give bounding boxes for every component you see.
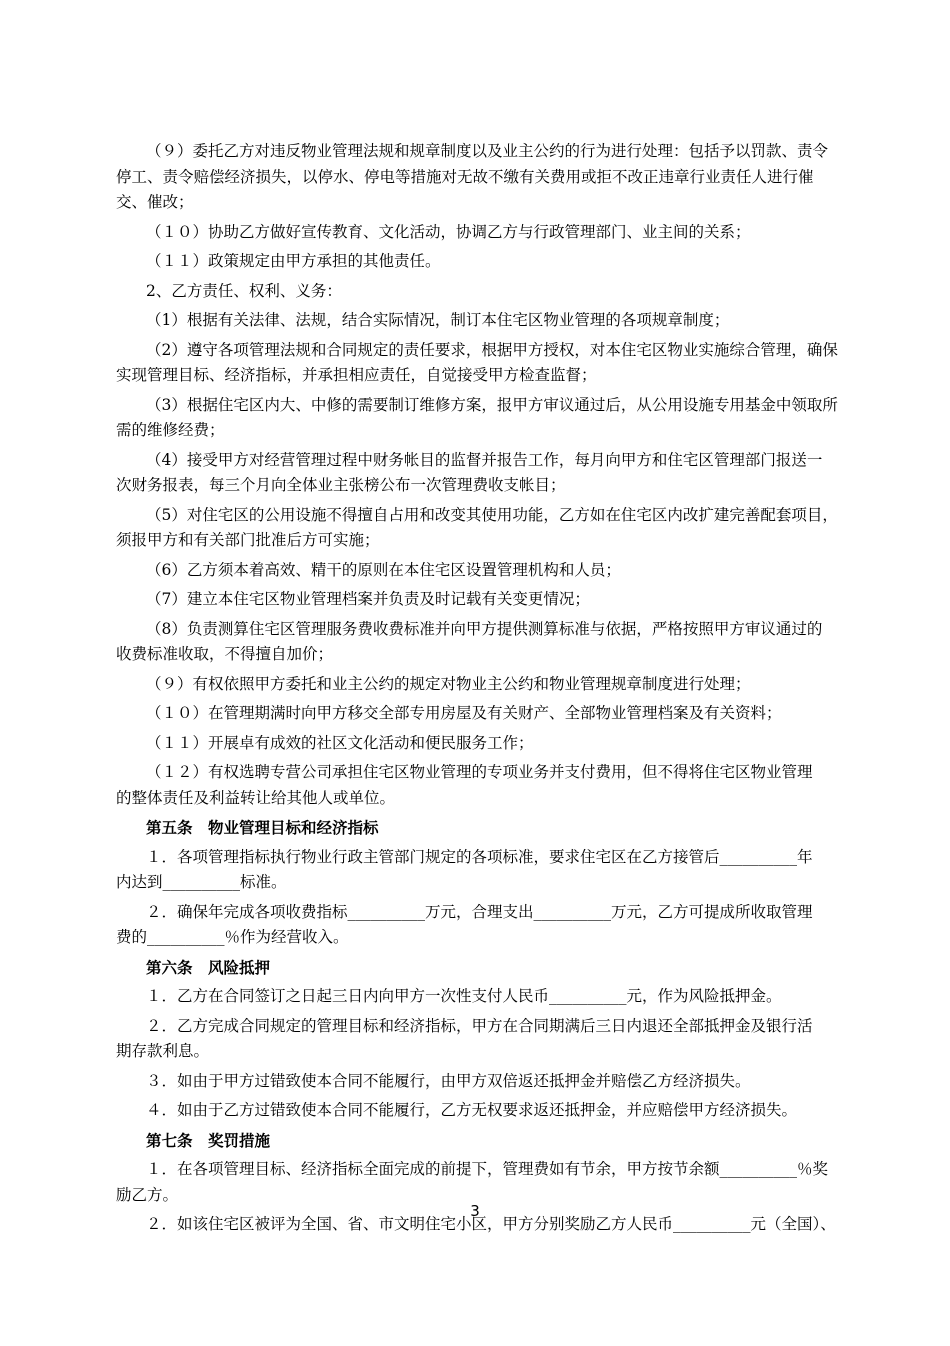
paragraph <box>116 900 868 951</box>
text-line: 实现管理目标、经济指标，并承担相应责任，自觉接受甲方检查监督； <box>116 366 597 384</box>
text-line: ４．如由于乙方过错致使本合同不能履行，乙方无权要求返还抵押金，并应赔偿甲方经济损失。 <box>146 1101 798 1119</box>
paragraph <box>116 845 868 896</box>
text-line: 须报甲方和有关部门批准后方可实施； <box>116 531 380 549</box>
paragraph <box>116 279 868 305</box>
text-line: （8）负责测算住宅区管理服务费收费标准并向甲方提供测算标准与依据，严格按照甲方审议通过的 <box>146 619 823 638</box>
paragraph <box>116 139 868 216</box>
text-line: （3）根据住宅区内大、中修的需要制订维修方案，报甲方审议通过后，从公用设施专用基金中领取所 <box>146 395 838 414</box>
paragraph <box>116 672 868 698</box>
text-line: 第五条 物业管理目标和经济指标 <box>146 818 379 837</box>
text-line: （９）有权依照甲方委托和业主公约的规定对物业主公约和物业管理规章制度进行处理； <box>146 674 751 693</box>
paragraph <box>116 701 868 727</box>
text-line: 次财务报表，每三个月向全体业主张榜公布一次管理费收支帐目； <box>116 476 566 494</box>
text-line: ３．如由于甲方过错致使本合同不能履行，由甲方双倍返还抵押金并赔偿乙方经济损失。 <box>146 1071 751 1090</box>
text-line: （１１）政策规定由甲方承担的其他责任。 <box>146 252 441 270</box>
text-line: （１２）有权选聘专营公司承担住宅区物业管理的专项业务并支付费用，但不得将住宅区物业管理 <box>146 763 813 781</box>
text-line: （１０）在管理期满时向甲方移交全部专用房屋及有关财产、全部物业管理档案及有关资料； <box>146 704 782 722</box>
text-line: （1）根据有关法律、法规，结合实际情况，制订本住宅区物业管理的各项规章制度； <box>146 311 730 329</box>
text-line: 交、催改； <box>116 193 194 211</box>
text-line: １．各项管理指标执行物业行政主管部门规定的各项标准，要求住宅区在乙方接管后__________年 <box>146 847 813 866</box>
text-line: 需的维修经费； <box>116 421 225 439</box>
text-line: （6）乙方须本着高效、精干的原则在本住宅区设置管理机构和人员； <box>146 560 621 579</box>
paragraph <box>116 558 868 584</box>
text-line: 收费标准收取，不得擅自加价； <box>116 645 334 663</box>
text-line: ２．乙方完成合同规定的管理目标和经济指标，甲方在合同期满后三日内退还全部抵押金及银行活 <box>146 1016 813 1035</box>
article-heading <box>116 815 868 841</box>
text-line: 停工、责令赔偿经济损失，以停水、停电等措施对无故不缴有关费用或拒不改正违章行业责任人进行催 <box>116 167 814 186</box>
text-line: ２．确保年完成各项收费指标__________万元，合理支出__________万元，乙方可提成所收取管理 <box>146 902 813 921</box>
text-line: （１０）协助乙方做好宣传教育、文化活动，协调乙方与行政管理部门、业主间的关系； <box>146 222 751 241</box>
paragraph <box>116 984 868 1010</box>
text-line: （4）接受甲方对经营管理过程中财务帐目的监督并报告工作，每月向甲方和住宅区管理部门报送一 <box>146 450 823 469</box>
text-line: 2、乙方责任、权利、义务： <box>146 281 342 300</box>
paragraph <box>116 1014 868 1065</box>
article-heading <box>116 1128 868 1154</box>
text-line: ２．如该住宅区被评为全国、省、市文明住宅小区，甲方分别奖励乙方人民币__________元（全国）、 <box>146 1215 836 1233</box>
document-body <box>116 139 868 1242</box>
paragraph <box>116 617 868 668</box>
text-line: （7）建立本住宅区物业管理档案并负责及时记载有关变更情况； <box>146 590 590 608</box>
text-line: 第六条 风险抵押 <box>146 957 271 977</box>
paragraph <box>116 1069 868 1095</box>
text-line: （5）对住宅区的公用设施不得擅自占用和改变其使用功能，乙方如在住宅区内改扩建完善配套项目， <box>146 505 838 524</box>
paragraph <box>116 760 868 811</box>
paragraph <box>116 338 868 389</box>
paragraph <box>116 1098 868 1124</box>
paragraph <box>116 448 868 499</box>
text-line: （１１）开展卓有成效的社区文化活动和便民服务工作； <box>146 733 534 752</box>
text-line: 期存款利息。 <box>116 1042 210 1060</box>
paragraph <box>116 587 868 613</box>
paragraph <box>116 503 868 554</box>
paragraph <box>116 308 868 334</box>
paragraph <box>116 393 868 444</box>
text-line: 的整体责任及利益转让给其他人或单位。 <box>116 788 396 807</box>
article-heading <box>116 955 868 981</box>
text-line: 费的__________％作为经营收入。 <box>116 928 349 946</box>
paragraph <box>116 731 868 757</box>
paragraph <box>116 220 868 246</box>
text-line: 第七条 奖罚措施 <box>146 1130 271 1150</box>
text-line: １．在各项管理目标、经济指标全面完成的前提下，管理费如有节余，甲方按节余额__________％奖 <box>146 1160 829 1178</box>
text-line: （2）遵守各项管理法规和合同规定的责任要求，根据甲方授权，对本住宅区物业实施综合管理，确保 <box>146 340 838 359</box>
page-number: 3 <box>470 1202 480 1220</box>
paragraph <box>116 1157 868 1208</box>
text-line: 内达到__________标准。 <box>116 873 287 891</box>
text-line: １．乙方在合同签订之日起三日内向甲方一次性支付人民币__________元，作为风险抵押金。 <box>146 987 782 1005</box>
text-line: 励乙方。 <box>116 1185 179 1204</box>
paragraph <box>116 249 868 275</box>
text-line: （９）委托乙方对违反物业管理法规和规章制度以及业主公约的行为进行处理：包括予以罚款、责令 <box>146 142 829 160</box>
